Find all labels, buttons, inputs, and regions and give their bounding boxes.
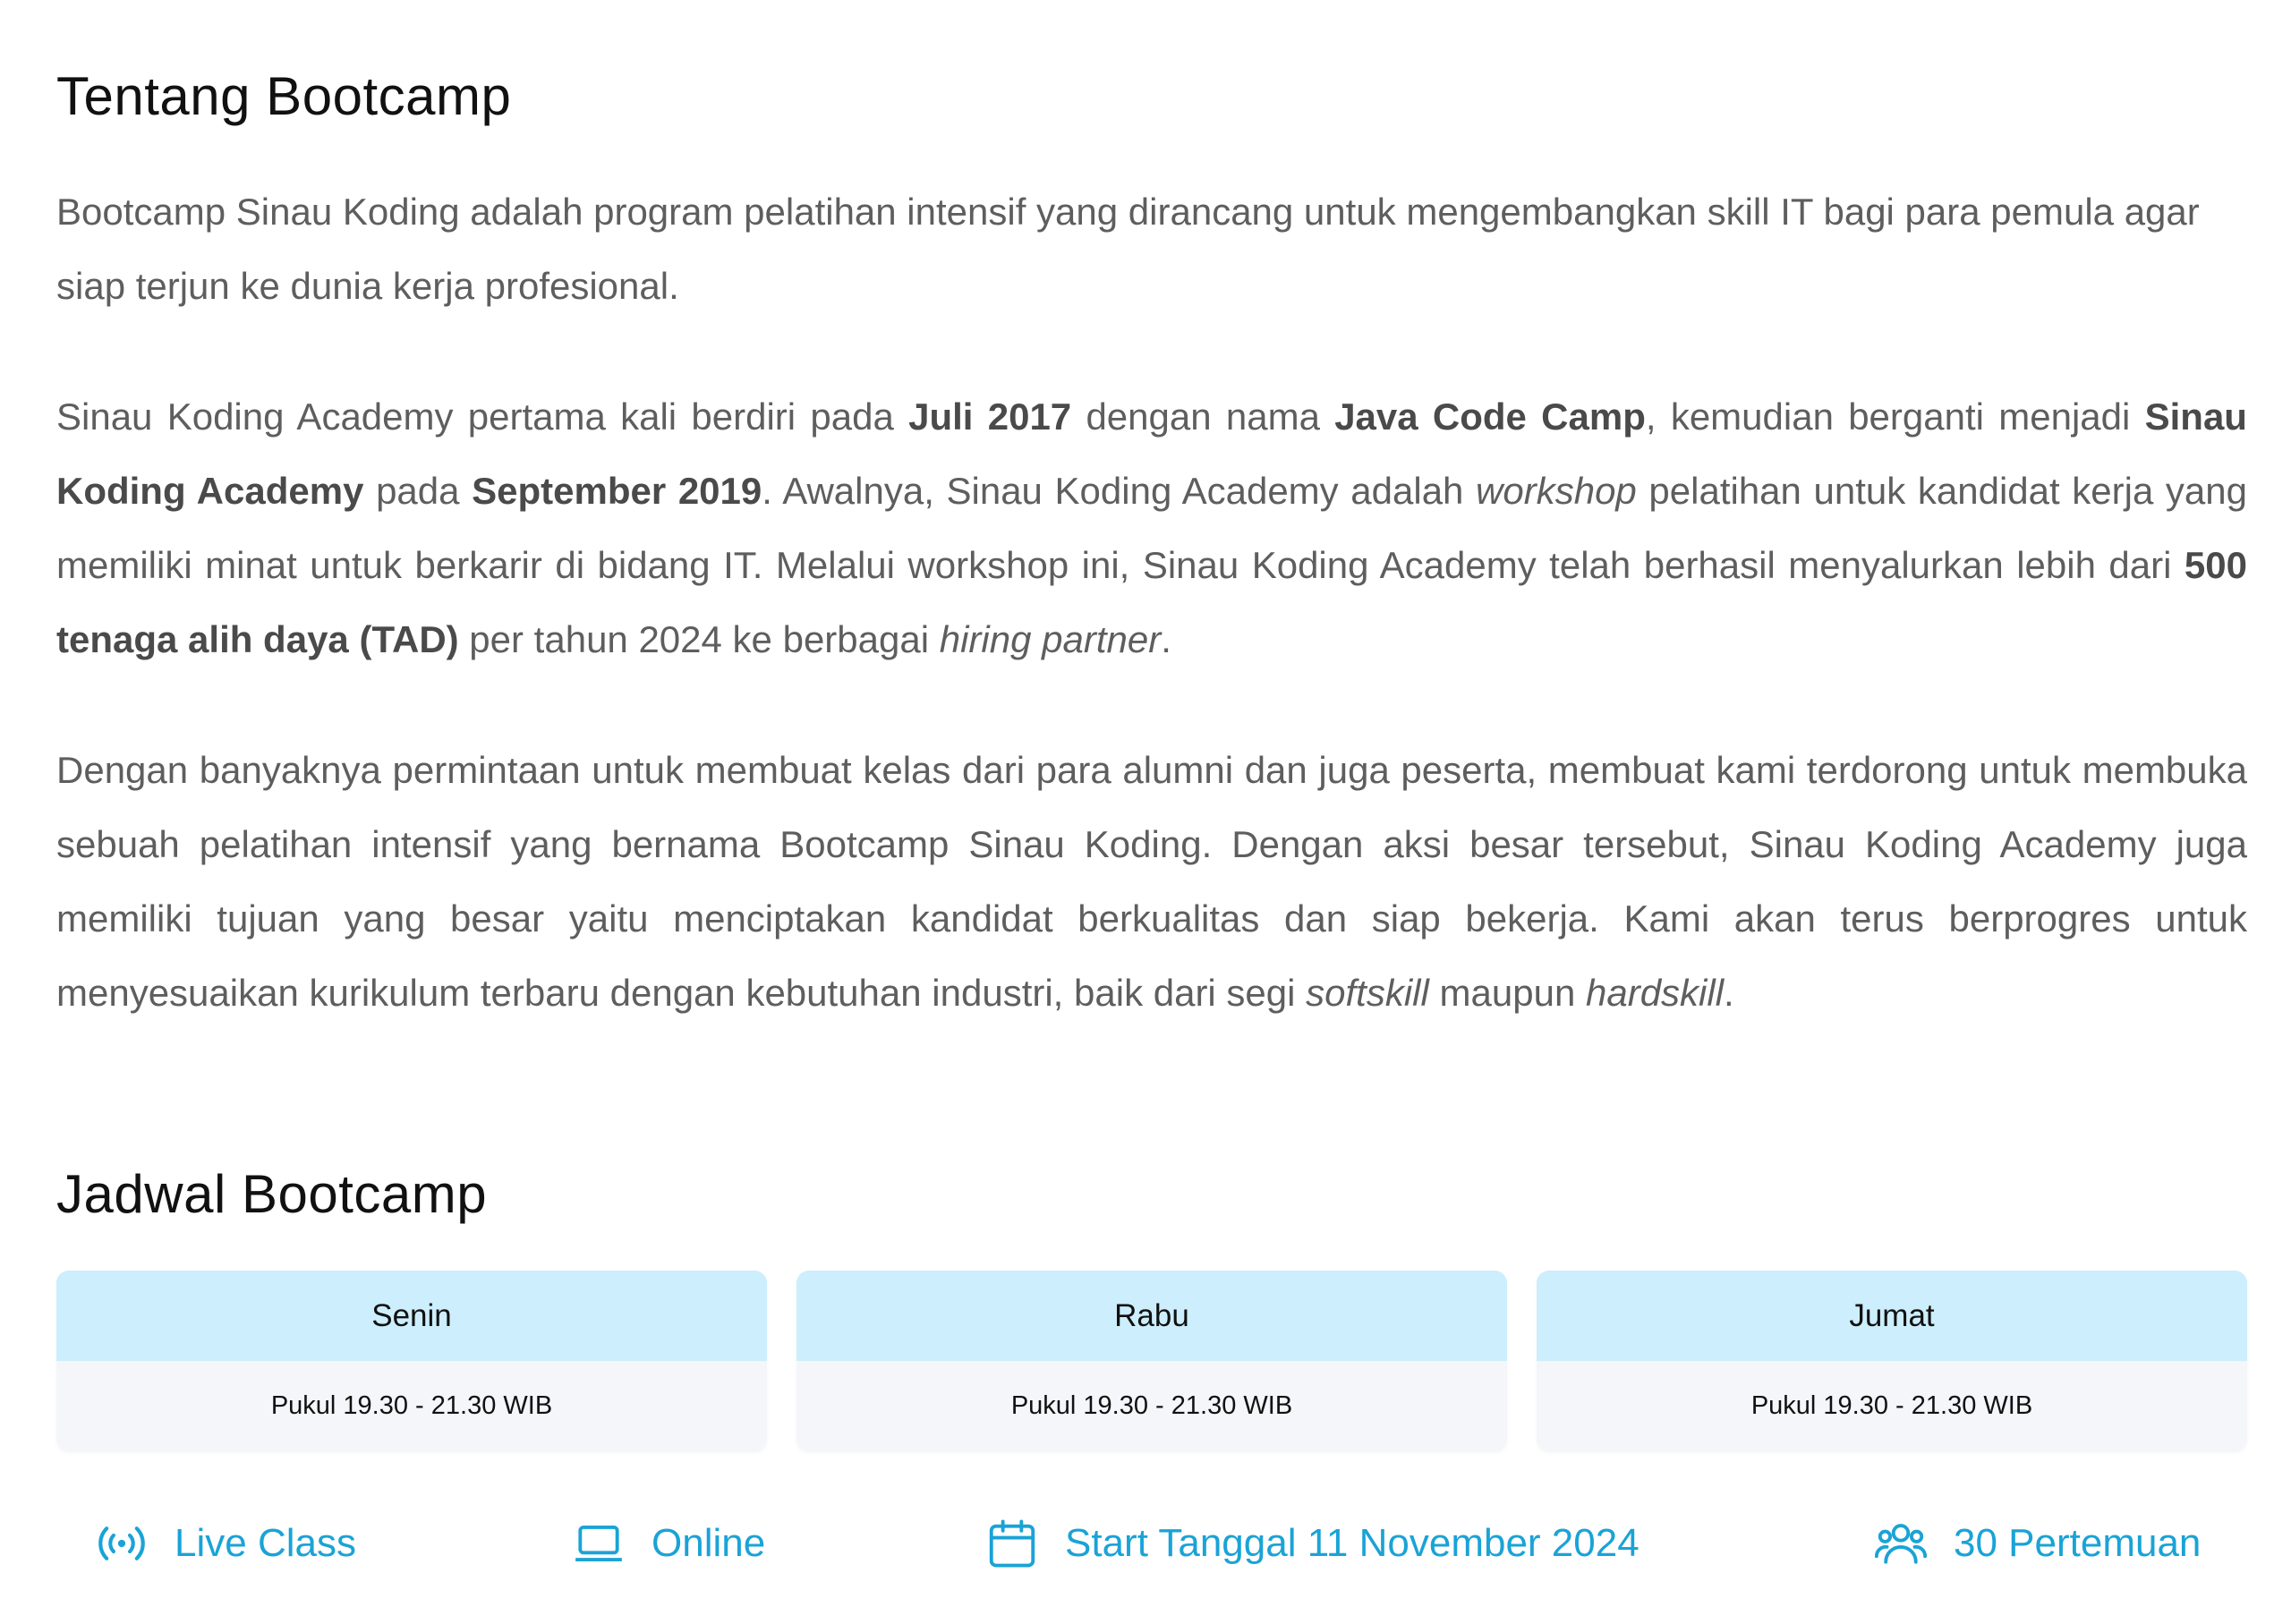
meta-sessions: [1873, 1512, 2201, 1575]
schedule-title: Jadwal Bootcamp: [56, 1164, 488, 1224]
schedule-time: Pukul 19.30 - 21.30 WIB: [1750, 1391, 2033, 1420]
laptop-icon: [571, 1516, 626, 1571]
meta-start-date: [984, 1512, 1639, 1575]
calendar-icon: [984, 1516, 1040, 1571]
broadcast-icon: [94, 1516, 149, 1571]
about-paragraph-2: Sinau Koding Academy pertama kali berdiri pada Juli 2017 dengan nama Java Code Camp, kemudian berganti menjadi Sinau Koding Academy pada September 2019. Awalnya, Sinau Koding Academy adalah workshop pelatihan untuk kandidat kerja yang memiliki minat untuk berkarir di bidang IT. Melalui workshop ini, Sinau Koding Academy telah berhasil menyalurkan lebih dari 500 tenaga alih daya (TAD) per tahun 2024 ke berbagai hiring partner.: [56, 395, 2247, 660]
schedule-card-rabu: [796, 1271, 1507, 1451]
meta-label: Live Class: [175, 1521, 356, 1565]
schedule-cards: [56, 1271, 2247, 1451]
schedule-day: Jumat: [1537, 1271, 2247, 1361]
schedule-card-senin: [56, 1271, 767, 1451]
schedule-time: Pukul 19.30 - 21.30 WIB: [270, 1391, 553, 1420]
users-icon: [1873, 1516, 1929, 1571]
about-title: Tentang Bootcamp: [56, 66, 512, 126]
schedule-day: Rabu: [796, 1271, 1507, 1361]
schedule-card-jumat: [1537, 1271, 2247, 1451]
about-paragraph-1: Bootcamp Sinau Koding adalah program pelatihan intensif yang dirancang untuk mengembangkan skill IT bagi para pemula agar siap terjun ke dunia kerja profesional.: [56, 191, 2200, 307]
meta-live-class: [94, 1512, 356, 1575]
about-paragraph-3: Dengan banyaknya permintaan untuk membuat kelas dari para alumni dan juga peserta, membuat kami terdorong untuk membuka sebuah pelatihan intensif yang bernama Bootcamp Sinau Koding. Dengan aksi besar tersebut, Sinau Koding Academy juga memiliki tujuan yang besar yaitu menciptakan kandidat berkualitas dan siap bekerja. Kami akan terus berprogres untuk menyesuaikan kurikulum terbaru dengan kebutuhan industri, baik dari segi softskill maupun hardskill.: [56, 749, 2247, 1014]
schedule-day: Senin: [56, 1271, 767, 1361]
bootcamp-meta: [0, 1512, 2291, 1575]
meta-label: Online: [652, 1521, 766, 1565]
meta-label: Start Tanggal 11 November 2024: [1065, 1521, 1639, 1565]
meta-online: [571, 1512, 765, 1575]
meta-label: 30 Pertemuan: [1954, 1521, 2202, 1565]
schedule-time: Pukul 19.30 - 21.30 WIB: [1010, 1391, 1293, 1420]
about-description: [56, 174, 2247, 1086]
